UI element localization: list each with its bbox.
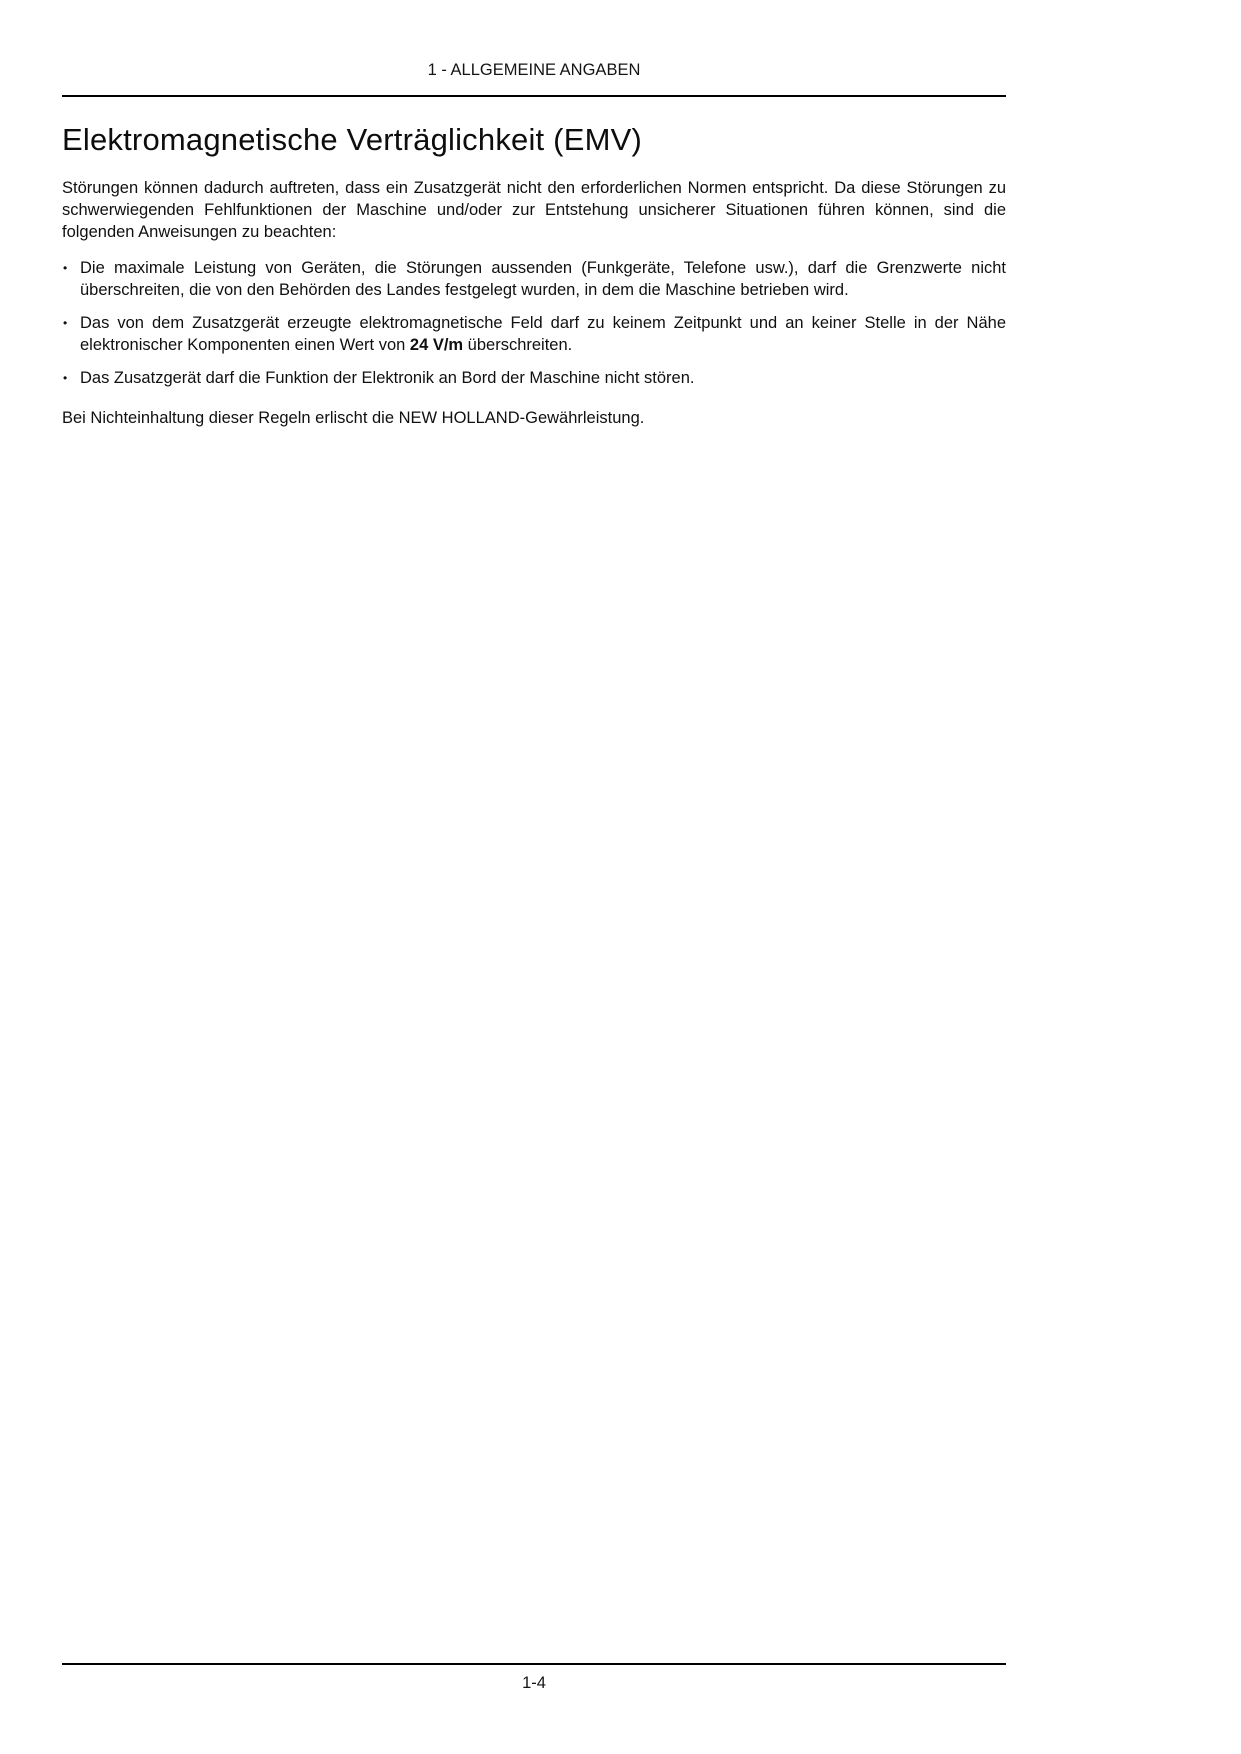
intro-paragraph: Störungen können dadurch auftreten, dass ein Zusatzgerät nicht den erforderlichen Normen entspricht. Da diese Störungen zu schwerwiegenden Fehlfunktionen der Maschine und/oder zur Entstehung unsicherer Situationen führen können, sind die folgenden Anweisungen zu beachten: — [62, 179, 1006, 241]
bullet-text-post: überschreiten. — [463, 336, 573, 354]
bullet-text: Das Zusatzgerät darf die Funktion der Elektronik an Bord der Maschine nicht stören. — [80, 369, 695, 387]
list-item — [62, 367, 1006, 389]
running-header: 1 - ALLGEMEINE ANGABEN — [427, 61, 641, 79]
bullet-text-bold-value: 24 V/m — [409, 336, 464, 354]
bullet-text-pre: Das von dem Zusatzgerät erzeugte elektromagnetische Feld darf zu keinem Zeitpunkt und an keiner Stelle in der Nähe elektronischer Komponenten einen Wert von — [80, 314, 1006, 354]
page-title: Elektromagnetische Verträglichkeit (EMV) — [62, 122, 643, 157]
page-number: 1-4 — [522, 1674, 546, 1692]
bullet-icon: • — [63, 261, 68, 275]
list-item — [62, 257, 1006, 301]
header-divider — [62, 95, 1006, 97]
page-footer — [62, 1663, 1006, 1693]
bullet-list — [62, 257, 1006, 389]
closing-paragraph: Bei Nichteinhaltung dieser Regeln erlischt die NEW HOLLAND-Gewährleistung. — [62, 409, 645, 427]
document-page — [62, 0, 1006, 1754]
bullet-icon: • — [63, 316, 68, 330]
list-item — [62, 312, 1006, 356]
footer-divider — [62, 1663, 1006, 1665]
bullet-text: Die maximale Leistung von Geräten, die Störungen aussenden (Funkgeräte, Telefone usw.), darf die Grenzwerte nicht überschreiten, die von den Behörden des Landes festgelegt wurden, in dem die Maschine betrieben wird. — [80, 259, 1006, 299]
bullet-icon: • — [63, 371, 68, 385]
